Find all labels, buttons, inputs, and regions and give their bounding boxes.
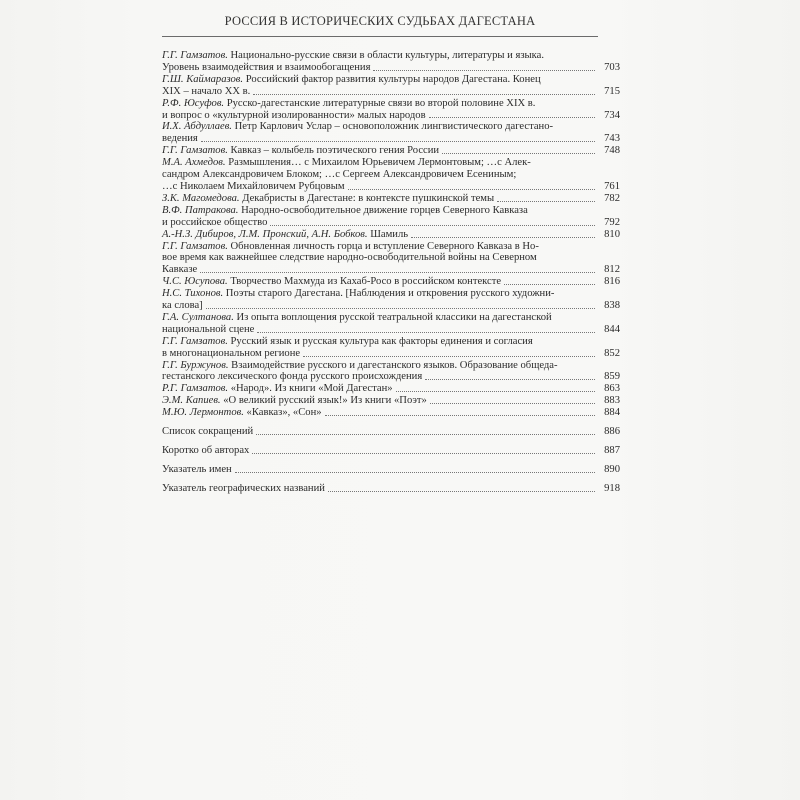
toc-entry-text <box>162 300 203 312</box>
toc-entry[interactable] <box>162 228 620 241</box>
toc-entry[interactable] <box>162 192 620 205</box>
toc-entry-text <box>162 276 501 288</box>
toc-entry-author: И.Х. Абдуллаев. <box>162 121 232 133</box>
toc-page-number: 890 <box>604 463 620 475</box>
toc-entry-text <box>162 50 544 61</box>
toc-entry-title-part: Размышления… с Михаилом Юрьевичем Лермонтовым; …с Алек- <box>228 157 531 169</box>
toc-entry-title-part: Из опыта воплощения русской театральной классики на дагестанской <box>236 311 552 323</box>
toc-entry-author: Г.Г. Буржунов. <box>162 359 229 371</box>
toc-entry-last-line <box>162 348 598 360</box>
dot-leader <box>442 153 595 154</box>
toc-entry-title-part: и вопрос о «культурной изолированности» малых народов <box>162 109 426 121</box>
toc-page-number: 918 <box>604 482 620 494</box>
dot-leader <box>257 332 595 333</box>
toc-entry-author: Р.Ф. Юсуфов. <box>162 97 225 109</box>
toc-entry-last-line <box>162 62 598 74</box>
toc-back-matter-entry[interactable] <box>162 426 620 438</box>
toc-entry-author: Г.Г. Гамзатов. <box>162 50 228 61</box>
toc-entry-title-part: XIX – начало XX в. <box>162 85 251 97</box>
toc-entry-author: Р.Г. Гамзатов. <box>162 383 229 395</box>
toc-back-matter-entry[interactable] <box>162 482 620 495</box>
dot-leader <box>373 70 595 71</box>
toc-entry-text <box>162 98 535 109</box>
toc-entry-title-part: Русско-дагестанские литературные связи во второй половине XIX в. <box>226 97 536 109</box>
toc-entry-text <box>162 181 345 193</box>
toc-entry-last-line <box>162 86 598 98</box>
toc-entry-last-line <box>162 181 598 193</box>
toc-entry-title-part: Национально-русские связи в области культуры, литературы и языка. <box>230 50 544 61</box>
toc-entry[interactable] <box>162 407 620 419</box>
toc-entry-title-part: гестанского лексического фонда русского происхождения <box>162 371 423 383</box>
toc-entry-line <box>162 157 598 169</box>
toc-entry-title-part: Петр Карлович Услар – основоположник лингвистического дагестано- <box>234 121 554 133</box>
toc-entry-author: Н.С. Тихонов. <box>162 288 224 300</box>
toc-page-number: 812 <box>604 264 620 276</box>
toc-entry-author: Г.Г. Гамзатов. <box>162 335 228 347</box>
toc-page-number: 792 <box>604 216 620 228</box>
toc-back-matter-label: Коротко об авторах <box>162 445 250 456</box>
toc-entry-title-part: Уровень взаимодействия и взаимообогащения <box>162 61 371 73</box>
dot-leader <box>200 272 595 273</box>
toc-entry-text <box>162 157 531 168</box>
toc-page-number: 810 <box>604 228 620 240</box>
toc-entry-title-part: Творчество Махмуда из Кахаб-Росо в российском контексте <box>230 276 502 288</box>
toc-entry-line <box>162 336 598 348</box>
toc-entry-text <box>162 86 250 98</box>
toc-page-number: 884 <box>604 407 620 419</box>
toc-entry-author: Г.Ш. Каймаразов. <box>162 73 244 85</box>
toc-entry-last-line <box>162 133 598 145</box>
toc-entry-title-part: Поэты старого Дагестана. [Наблюдения и откровения русского художни- <box>225 288 555 300</box>
toc-entry-author: З.К. Магомедова. <box>162 192 240 204</box>
toc-entry-title-part: «Народ». Из книги «Мой Дагестан» <box>230 383 393 395</box>
toc-page-number: 838 <box>604 300 620 312</box>
toc-entry[interactable] <box>162 145 620 157</box>
toc-entry-text <box>162 252 537 263</box>
toc-entry-title-part: вое время как важнейшее следствие народно-освободительной войны на Северном <box>162 252 537 264</box>
toc-entry-line <box>162 241 598 253</box>
toc-entry[interactable] <box>162 311 620 336</box>
dot-leader <box>504 284 595 285</box>
toc-entry-title-part: ка слова] <box>162 300 203 312</box>
toc-back-matter-label: Указатель имен <box>162 463 232 475</box>
dot-leader <box>303 356 595 357</box>
toc-entry[interactable] <box>162 359 620 384</box>
dot-leader <box>497 201 595 202</box>
toc-page-number: 852 <box>604 347 620 359</box>
toc-entry-text <box>162 205 528 216</box>
toc-entry-title-part: национальной сцене <box>162 323 255 335</box>
toc-entry-text <box>162 288 554 299</box>
toc-entry-last-line <box>162 264 598 276</box>
toc-entry-text <box>162 383 393 395</box>
toc-entry-title-part: ведения <box>162 133 198 145</box>
toc-entry-last-line <box>162 483 598 495</box>
toc-entry-title-part: Кавказе <box>162 264 198 276</box>
toc-entry-title-part: и российское общество <box>162 216 268 228</box>
toc-page-number: 782 <box>604 192 620 204</box>
toc-back-matter-label: Список сокращений <box>162 426 254 438</box>
toc-entry-last-line <box>162 371 598 383</box>
toc-page-number: 734 <box>604 109 620 121</box>
toc-back-matter-entry[interactable] <box>162 445 620 457</box>
toc-entry-text <box>162 241 539 252</box>
toc-entry-text <box>162 336 533 347</box>
dot-leader <box>425 379 595 380</box>
toc-entry-last-line <box>162 193 598 205</box>
toc-back-matter-label: Указатель географических названий <box>162 482 325 494</box>
toc-page-number: 859 <box>604 371 620 383</box>
toc-page-number: 863 <box>604 383 620 395</box>
toc-entry-text <box>162 312 552 323</box>
toc-entry-text <box>162 229 408 241</box>
toc-entry-last-line <box>162 464 598 476</box>
toc-entry[interactable] <box>162 276 620 288</box>
toc-entry-title-part: в многонациональном регионе <box>162 347 301 359</box>
toc-entry-last-line <box>162 407 598 419</box>
toc-entry-author: А.-Н.З. Дибиров, Л.М. Пронский, А.Н. Бобков. <box>162 228 368 240</box>
toc-entry-title-part: Российский фактор развития культуры народов Дагестана. Конец <box>245 73 541 85</box>
toc-entry-line <box>162 74 598 86</box>
toc-entry-text <box>162 371 422 383</box>
dot-leader <box>256 434 595 435</box>
toc-entry-title-part: Обновленная личность горца и вступление Северного Кавказа в Но- <box>230 240 539 252</box>
toc-page-number: 844 <box>604 323 620 335</box>
toc-entry-text <box>162 121 553 132</box>
toc-entry-text <box>162 169 516 180</box>
dot-leader <box>396 391 595 392</box>
toc-entry-title-part: «Кавказ», «Сон» <box>246 407 322 419</box>
toc-entry-line <box>162 121 598 133</box>
toc-entry-author: Г.А. Султанова. <box>162 311 234 323</box>
toc-entry[interactable] <box>162 121 620 145</box>
toc-page-number: 883 <box>604 395 620 407</box>
toc-entry-author: М.Ю. Лермонтов. <box>162 407 244 419</box>
toc-entry-title-part: Шамиль <box>370 228 409 240</box>
toc-entry-line <box>162 360 598 372</box>
toc-entry-title-part: …с Николаем Михайловичем Рубцовым <box>162 180 345 192</box>
toc-entry[interactable] <box>162 73 620 98</box>
dot-leader <box>270 225 595 226</box>
toc-entry-last-line <box>162 395 598 407</box>
toc-entry-last-line <box>162 426 598 438</box>
toc-entry-text <box>162 145 439 157</box>
toc-entry-last-line <box>162 276 598 288</box>
toc-entry-last-line <box>162 445 598 457</box>
toc-entry-author: Г.Г. Гамзатов. <box>162 145 228 157</box>
dot-leader <box>328 491 595 492</box>
dot-leader <box>201 141 595 142</box>
toc-entry-line <box>162 288 598 300</box>
toc-entry-last-line <box>162 145 598 157</box>
toc-entry-title-part: Русский язык и русская культура как факторы единения и согласия <box>230 335 533 347</box>
toc-entry-line <box>162 98 598 110</box>
toc-page-number: 761 <box>604 180 620 192</box>
dot-leader <box>253 94 595 95</box>
toc-entry-last-line <box>162 324 598 336</box>
table-of-contents <box>162 50 620 495</box>
toc-entry[interactable] <box>162 97 620 122</box>
toc-entry-last-line <box>162 229 598 241</box>
toc-entry-line <box>162 205 598 217</box>
toc-entry-author: М.А. Ахмедов. <box>162 157 226 169</box>
toc-entry-line <box>162 312 598 324</box>
dot-leader <box>411 237 595 238</box>
toc-entry-text <box>162 407 322 419</box>
toc-entry[interactable] <box>162 50 620 74</box>
toc-entry-title-part: Взаимодействие русского и дагестанского языков. Образование общеда- <box>231 359 558 371</box>
toc-entry[interactable] <box>162 204 620 229</box>
toc-entry-text <box>162 360 558 371</box>
toc-entry-line <box>162 50 598 62</box>
toc-entry-title-part: Кавказ – колыбель поэтического гения России <box>230 145 440 157</box>
toc-page-number: 743 <box>604 133 620 145</box>
toc-entry-text <box>162 74 541 85</box>
toc-entry[interactable] <box>162 335 620 360</box>
dot-leader <box>235 472 595 473</box>
toc-entry-text <box>162 193 494 205</box>
toc-entry-line <box>162 252 598 264</box>
dot-leader <box>430 403 595 404</box>
toc-entry-title-part: «О великий русский язык!» Из книги «Поэт» <box>223 395 427 407</box>
toc-back-matter-entry[interactable] <box>162 463 620 476</box>
toc-page-number: 886 <box>604 426 620 438</box>
toc-entry-title-part: сандром Александровичем Блоком; …с Сергеем Александровичем Есениным; <box>162 169 517 181</box>
toc-entry-last-line <box>162 110 598 122</box>
toc-entry-last-line <box>162 217 598 229</box>
dot-leader <box>206 308 595 309</box>
header-rule <box>162 36 598 37</box>
toc-entry-author: В.Ф. Патракова. <box>162 204 239 216</box>
toc-entry-last-line <box>162 300 598 312</box>
toc-entry-text <box>162 324 254 336</box>
toc-entry-text <box>162 217 267 229</box>
toc-entry[interactable] <box>162 383 620 395</box>
toc-entry-author: Г.Г. Гамзатов. <box>162 240 228 252</box>
toc-page-number: 715 <box>604 85 620 97</box>
toc-entry[interactable] <box>162 288 620 312</box>
dot-leader <box>348 189 595 190</box>
toc-entry-author: Ч.С. Юсупова. <box>162 276 228 288</box>
toc-entry-text <box>162 110 426 122</box>
toc-entry[interactable] <box>162 240 620 277</box>
toc-page-number: 816 <box>604 276 620 288</box>
toc-entry-text <box>162 62 370 74</box>
running-header: РОССИЯ В ИСТОРИЧЕСКИХ СУДЬБАХ ДАГЕСТАНА <box>224 14 536 28</box>
toc-page-number: 887 <box>604 445 620 456</box>
toc-entry-last-line <box>162 383 598 395</box>
toc-entry-title-part: Народно-освободительное движение горцев Северного Кавказа <box>241 204 528 216</box>
toc-entry-author: Э.М. Капиев. <box>162 395 221 407</box>
dot-leader <box>252 453 595 454</box>
toc-page-number: 703 <box>604 61 620 73</box>
toc-entry-title-part: Декабристы в Дагестане: в контексте пушкинской темы <box>242 192 495 204</box>
toc-entry-text <box>162 395 427 407</box>
toc-entry[interactable] <box>162 157 620 193</box>
dot-leader <box>325 415 595 416</box>
dot-leader <box>429 117 595 118</box>
toc-entry-text <box>162 133 198 145</box>
toc-entry-text <box>162 348 300 360</box>
toc-entry-text <box>162 264 197 276</box>
toc-page-number: 748 <box>604 145 620 157</box>
toc-entry-line <box>162 169 598 181</box>
toc-entry[interactable] <box>162 395 620 407</box>
